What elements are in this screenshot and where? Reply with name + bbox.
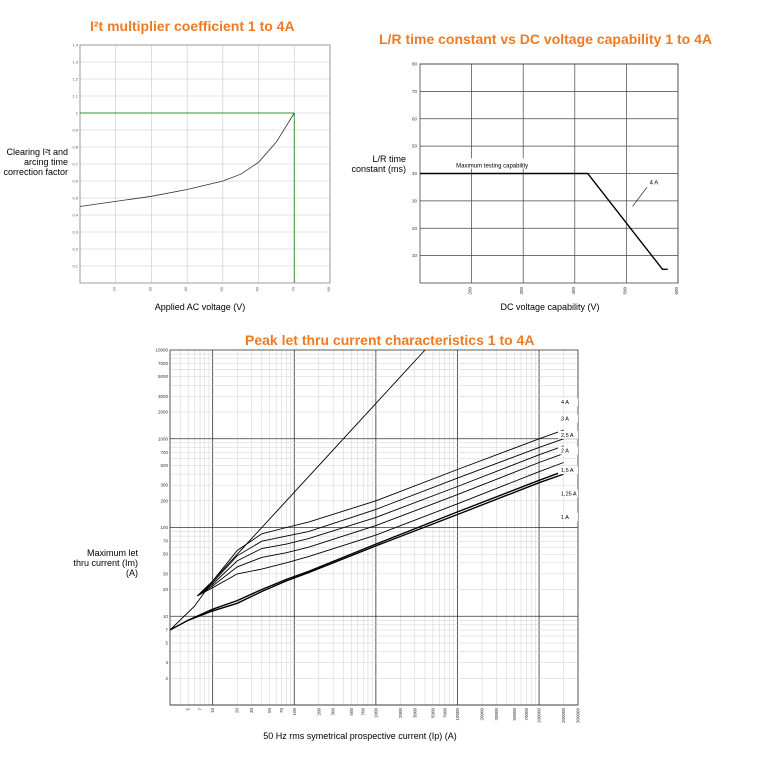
peak-x-tick-label: 1000	[373, 708, 379, 719]
peak-series-label: 2,5 A	[561, 432, 574, 439]
peak-y-tick-label: 7000	[157, 361, 168, 367]
peak-series-line	[170, 474, 564, 630]
i2t-x-tick-label: 70	[290, 287, 296, 292]
peak-x-tick-label: 50000	[512, 708, 518, 721]
peak-x-tick-label: 2000	[397, 708, 403, 719]
peak-series-line	[197, 439, 563, 596]
peak-x-tick-label: 5	[185, 708, 191, 711]
peak-x-tick-label: 5000	[430, 708, 436, 719]
peak-y-tick-label: 5	[165, 640, 168, 646]
peak-x-tick-label: 3000	[412, 708, 418, 719]
lr-x-axis-label: DC voltage capability (V)	[500, 302, 600, 312]
i2t-x-tick-label: 60	[254, 287, 260, 292]
peak-x-tick-label: 20000	[479, 708, 485, 721]
lr-y-tick-label: 40	[411, 171, 417, 176]
peak-y-tick-label: 1000	[157, 436, 168, 442]
peak-x-tick-label: 30000	[493, 708, 499, 721]
peak-x-tick-label: 300	[330, 708, 336, 716]
peak-series-line	[197, 463, 563, 596]
peak-x-tick-label: 100000	[536, 708, 542, 724]
lr-y-axis-label: L/R time constant (ms)	[351, 154, 406, 174]
lr-x-tick-label: 500	[622, 287, 628, 295]
peak-series-label: 2 A	[561, 448, 569, 455]
i2t-y-tick-label: 0.7	[72, 161, 78, 167]
peak-x-axis-label: 50 Hz rms symetrical prospective current (Ip) (A)	[263, 731, 457, 741]
peak-series-label: 4 A	[561, 400, 569, 407]
peak-x-tick-label: 100	[291, 708, 297, 716]
peak-y-tick-label: 70	[162, 538, 168, 544]
i2t-x-tick-label: 50	[218, 287, 224, 292]
lr-y-tick-label: 10	[411, 253, 417, 259]
lr-annotation-text: Maximum testing capability	[456, 163, 529, 170]
peak-y-tick-label: 30	[162, 571, 168, 577]
i2t-y-tick-label: 0.4	[72, 212, 78, 218]
lr-x-tick-label: 400	[570, 287, 576, 295]
peak-y-tick-label: 7	[165, 627, 168, 633]
peak-x-tick-label: 50	[267, 708, 273, 714]
i2t-x-axis-label: Applied AC voltage (V)	[154, 302, 246, 312]
peak-x-tick-label: 700	[360, 708, 366, 716]
peak-series-label: 1,25 A	[561, 491, 577, 498]
peak-y-tick-label: 10	[162, 613, 168, 619]
lr-series-label: 4 A	[649, 180, 659, 187]
i2t-y-tick-label: 0.2	[72, 246, 78, 252]
peak-y-tick-label: 500	[160, 462, 168, 468]
i2t-x-tick-label: 80	[326, 287, 331, 292]
peak-x-tick-label: 10000	[454, 708, 460, 721]
i2t-y-tick-label: 0.5	[72, 195, 78, 201]
peak-series-line	[197, 454, 563, 596]
peak-y-tick-label: 5000	[157, 374, 168, 380]
i2t-y-tick-label: 1	[75, 110, 78, 116]
peak-y-tick-label: 10000	[155, 347, 168, 353]
lr-chart-title: L/R time constant vs DC voltage capability 1 to 4A	[379, 31, 712, 47]
lr-y-tick-label: 80	[411, 61, 417, 67]
i2t-y-tick-label: 1.3	[72, 59, 78, 65]
peak-series-label: 1,5 A	[561, 468, 574, 475]
peak-y-axis-label: Maximum let thru current (Im) (A)	[73, 548, 138, 578]
peak-x-tick-label: 300000	[575, 708, 581, 724]
peak-series-label: 1 A	[561, 514, 569, 521]
peak-x-tick-label: 7	[197, 708, 203, 711]
peak-y-tick-label: 2	[165, 675, 168, 681]
lr-y-tick-label: 50	[411, 143, 417, 149]
lr-y-tick-label: 20	[411, 225, 417, 231]
i2t-chart-title: I²t multiplier coefficient 1 to 4A	[90, 18, 295, 34]
i2t-x-tick-label: 20	[111, 287, 117, 292]
i2t-y-tick-label: 0.8	[72, 144, 78, 150]
peak-chart-title: Peak let thru current characteristics 1 to 4A	[245, 332, 535, 348]
i2t-x-tick-label: 30	[147, 287, 153, 292]
peak-y-tick-label: 2000	[157, 409, 168, 415]
lr-x-tick-label: 200	[467, 287, 473, 295]
peak-x-tick-label: 10	[210, 708, 216, 714]
peak-y-tick-label: 3	[165, 660, 168, 666]
i2t-y-tick-label: 1.4	[72, 42, 78, 48]
peak-y-tick-label: 200	[160, 498, 168, 504]
peak-y-tick-label: 50	[162, 551, 168, 557]
lr-x-tick-label: 300	[519, 287, 525, 295]
i2t-x-tick-label: 40	[183, 287, 189, 292]
peak-x-tick-label: 200000	[561, 708, 567, 724]
peak-y-tick-label: 3000	[157, 393, 168, 399]
peak-x-tick-label: 500	[348, 708, 354, 716]
peak-series-label: 3 A	[561, 416, 569, 423]
i2t-y-tick-label: 1.2	[72, 76, 78, 82]
peak-x-tick-label: 200	[316, 708, 322, 716]
peak-x-tick-label: 7000	[442, 708, 448, 719]
lr-x-tick-label: 600	[674, 287, 679, 295]
peak-x-tick-label: 20	[234, 708, 240, 714]
peak-series-line	[197, 446, 563, 596]
peak-y-tick-label: 700	[160, 449, 168, 455]
i2t-y-axis-label: Clearing I²t and arcing time correction factor	[3, 147, 68, 177]
i2t-y-tick-label: 0.6	[72, 178, 78, 184]
peak-y-tick-label: 300	[160, 482, 168, 488]
i2t-y-tick-label: 0.1	[72, 263, 78, 269]
peak-y-tick-label: 20	[162, 587, 168, 593]
peak-x-tick-label: 70	[279, 708, 285, 714]
lr-y-tick-label: 70	[411, 88, 417, 94]
i2t-y-tick-label: 0.9	[72, 127, 78, 133]
lr-y-tick-label: 30	[411, 198, 417, 204]
peak-x-tick-label: 30	[249, 708, 255, 714]
i2t-y-tick-label: 0.3	[72, 229, 78, 235]
lr-y-tick-label: 60	[411, 116, 417, 122]
peak-y-tick-label: 100	[160, 525, 168, 530]
peak-x-tick-label: 70000	[523, 708, 529, 721]
i2t-y-tick-label: 1.1	[72, 93, 78, 99]
